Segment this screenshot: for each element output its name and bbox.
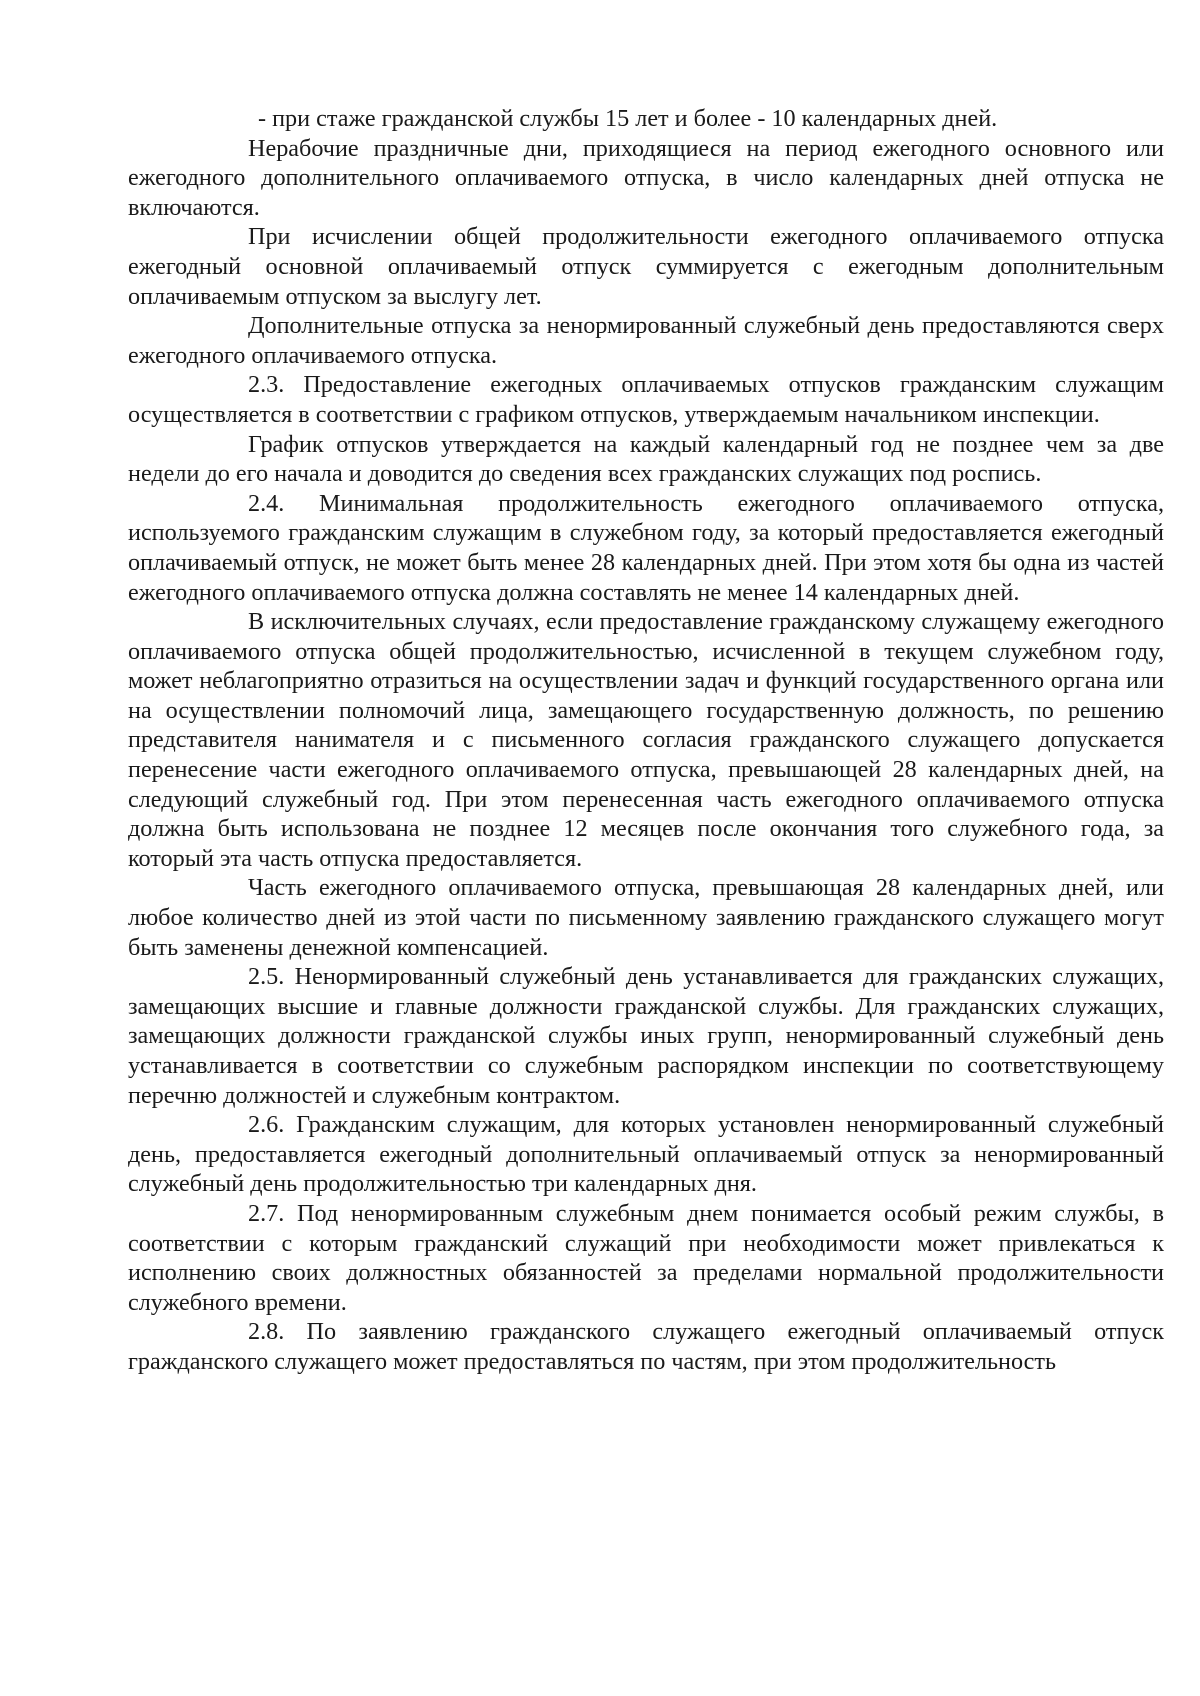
paragraph-seniority-15-years: - при стаже гражданской службы 15 лет и более - 10 календарных дней. [258,105,998,132]
paragraph-total-duration: При исчислении общей продолжительности ежегодного оплачиваемого отпуска ежегодный основной оплачиваемый отпуск суммируется с ежегодным дополнительным оплачиваемым отпуском за выслугу лет. [128,223,1164,310]
paragraph-2-8-leave-parts: 2.8. По заявлению гражданского служащего ежегодный оплачиваемый отпуск гражданского служащего может предоставляться по частям, при этом продолжительность [128,1318,1164,1375]
paragraph-compensation: Часть ежегодного оплачиваемого отпуска, превышающая 28 календарных дней, или любое количество дней из этой части по письменному заявлению гражданского служащего могут быть заменены денежной компенсацией. [128,874,1164,961]
paragraph-2-4-minimum-duration: 2.4. Минимальная продолжительность ежегодного оплачиваемого отпуска, используемого гражданским служащим в служебном году, за который предоставляется ежегодный оплачиваемый отпуск, не может быть менее 28 календарных дней. При этом хотя бы одна из частей ежегодного оплачиваемого отпуска должна составлять не менее 14 календарных дней. [128,489,1164,606]
paragraph-additional-leave: Дополнительные отпуска за ненормированный служебный день предоставляются сверх ежегодного оплачиваемого отпуска. [128,312,1164,369]
paragraph-schedule-approval: График отпусков утверждается на каждый календарный год не позднее чем за две недели до его начала и доводится до сведения всех гражданских служащих под роспись. [128,430,1164,488]
paragraph-2-6-extra-leave: 2.6. Гражданским служащим, для которых установлен ненормированный служебный день, предоставляется ежегодный дополнительный оплачиваемый отпуск за ненормированный служебный день продолжительностью три календарных дня. [128,1111,1164,1198]
document-page [128,104,1164,1377]
paragraph-2-7-definition: 2.7. Под ненормированным служебным днем понимается особый режим службы, в соответствии с которым гражданский служащий при необходимости может привлекаться к исполнению своих должностных обязанностей за пределами нормальной продолжительности служебного времени. [128,1199,1164,1316]
paragraph-2-5-irregular-day: 2.5. Ненормированный служебный день устанавливается для гражданских служащих, замещающих высшие и главные должности гражданской службы. Для гражданских служащих, замещающих должности гражданской службы иных групп, ненормированный служебный день устанавливается в соответствии со служебным распорядком инспекции по соответствующему перечню должностей и служебным контрактом. [128,963,1164,1109]
paragraph-exceptional-cases: В исключительных случаях, если предоставление гражданскому служащему ежегодного оплачиваемого отпуска общей продолжительностью, исчисленной в текущем служебном году, может неблагоприятно отразиться на осуществлении задач и функций государственного органа или на осуществлении полномочий лица, замещающего государственную должность, по решению представителя нанимателя и с письменного согласия гражданского служащего допускается перенесение части ежегодного оплачиваемого отпуска, превышающей 28 календарных дней, на следующий служебный год. При этом перенесенная часть ежегодного оплачиваемого отпуска должна быть использована не позднее 12 месяцев после окончания того служебного года, за который эта часть отпуска предоставляется. [128,608,1164,872]
paragraph-2-3-schedule: 2.3. Предоставление ежегодных оплачиваемых отпусков гражданским служащим осуществляется в соответствии с графиком отпусков, утверждаемым начальником инспекции. [128,371,1164,428]
paragraph-holidays-excluded: Нерабочие праздничные дни, приходящиеся на период ежегодного основного или ежегодного дополнительного оплачиваемого отпуска, в число календарных дней отпуска не включаются. [128,134,1164,221]
